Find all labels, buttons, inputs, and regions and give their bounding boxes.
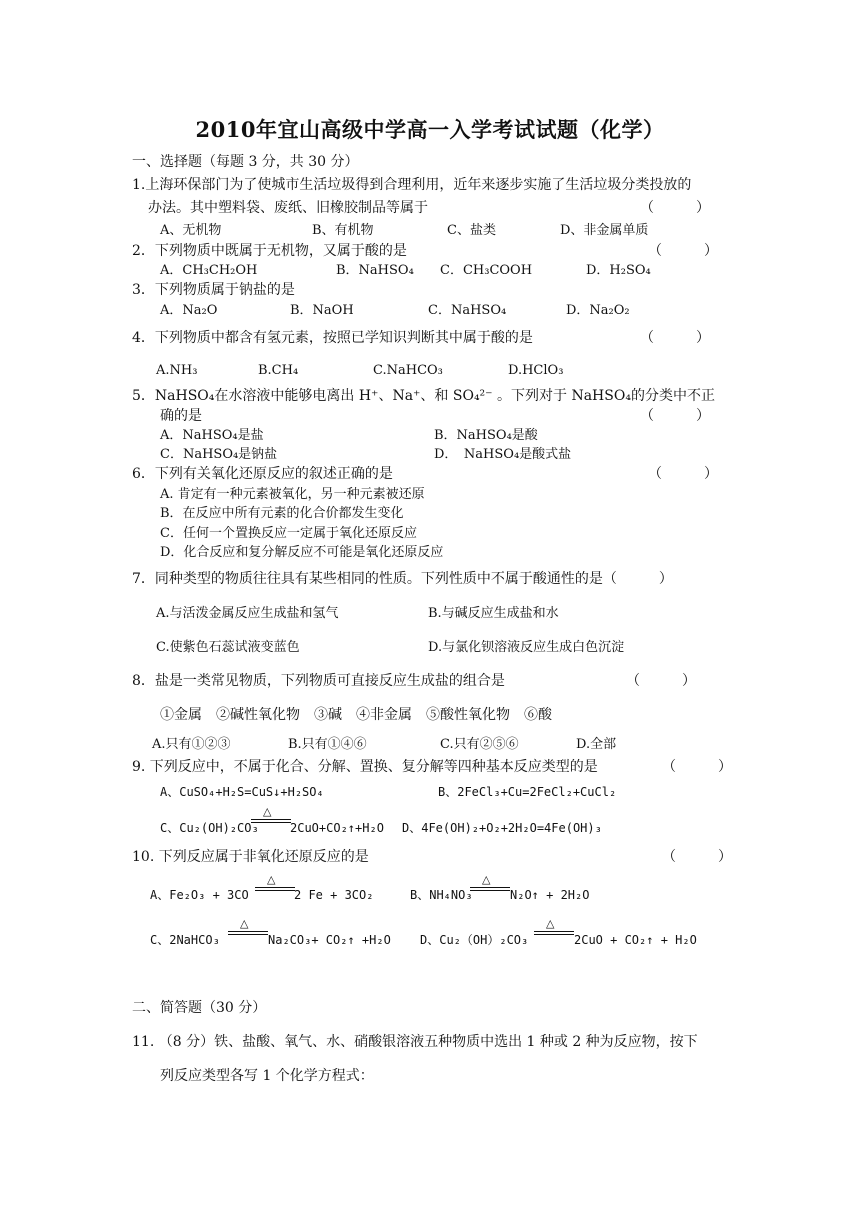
- q7-option-d: D.与氯化钡溶液反应生成白色沉淀: [428, 640, 625, 655]
- q9-option-c-reactant: C、Cu₂(OH)₂CO₃: [160, 821, 259, 835]
- q5-stem-line1: 5．NaHSO₄在水溶液中能够电离出 H⁺、Na⁺、和 SO₄²⁻ 。下列对于 NaHSO₄的分类中不正: [132, 388, 715, 404]
- q2-answer-bracket: （ ）: [648, 243, 718, 259]
- page-title: 2010年宜山高级中学高一入学考试试题（化学）: [195, 117, 665, 142]
- q7-option-a: A.与活泼金属反应生成盐和氢气: [156, 606, 339, 621]
- q6-option-b: B．在反应中所有元素的化合价都发生变化: [160, 506, 404, 521]
- q4-answer-bracket: （ ）: [640, 330, 710, 346]
- q4-option-a: A.NH₃: [156, 363, 198, 378]
- q1-stem-line2: 办法。其中塑料袋、废纸、旧橡胶制品等属于: [148, 200, 428, 216]
- q6-answer-bracket: （ ）: [648, 466, 718, 482]
- section-2-heading: 二、简答题（30 分）: [132, 1000, 267, 1016]
- q5-option-c: C．NaHSO₄是钠盐: [160, 447, 278, 462]
- q7-option-b: B.与碱反应生成盐和水: [428, 606, 559, 621]
- q3-option-a: A．Na₂O: [160, 303, 218, 318]
- q2-option-c: C．CH₃COOH: [440, 263, 533, 278]
- q10-option-a-heat-condition: [255, 873, 295, 890]
- q3-stem: 3．下列物质属于钠盐的是: [132, 282, 295, 298]
- q1-option-a: A、无机物: [160, 223, 222, 238]
- q8-reactant-list: ①金属 ②碱性氧化物 ③碱 ④非金属 ⑤酸性氧化物 ⑥酸: [160, 707, 552, 723]
- q9-option-b: B、2FeCl₃+Cu=2FeCl₂+CuCl₂: [438, 785, 617, 799]
- q10-option-c-product: Na₂CO₃+ CO₂↑ +H₂O: [268, 933, 391, 947]
- q1-option-c: C、盐类: [447, 223, 496, 238]
- q2-stem: 2．下列物质中既属于无机物，又属于酸的是: [132, 243, 407, 259]
- q9-stem: 9. 下列反应中，不属于化合、分解、置换、复分解等四种基本反应类型的是: [132, 759, 598, 775]
- q9-option-c-heat-condition: [251, 805, 291, 822]
- q8-option-c: C.只有②⑤⑥: [440, 737, 519, 752]
- q1-option-d: D、非金属单质: [560, 223, 649, 238]
- heat-triangle-icon: △: [482, 873, 491, 886]
- q5-answer-bracket: （ ）: [640, 408, 710, 424]
- q10-option-c-reactant: C、2NaHCO₃: [150, 933, 220, 947]
- q10-option-d-reactant: D、Cu₂（OH）₂CO₃: [420, 933, 529, 947]
- q4-option-b: B.CH₄: [258, 363, 299, 378]
- q1-option-b: B、有机物: [312, 223, 374, 238]
- q10-option-d-product: 2CuO + CO₂↑ + H₂O: [574, 933, 697, 947]
- q8-answer-bracket: （ ）: [626, 673, 696, 689]
- q9-option-c-product: 2CuO+CO₂↑+H₂O: [290, 821, 384, 835]
- q6-option-c: C．任何一个置换反应一定属于氧化还原反应: [160, 526, 417, 541]
- q9-answer-bracket: （ ）: [662, 759, 732, 775]
- q6-option-a: A. 肯定有一种元素被氧化，另一种元素被还原: [160, 487, 425, 502]
- q3-option-b: B．NaOH: [290, 303, 354, 318]
- q4-option-c: C.NaHCO₃: [373, 363, 443, 378]
- q11-stem-line1: 11. （8 分）铁、盐酸、氧气、水、硝酸银溶液五种物质中选出 1 种或 2 种为反应物，按下: [132, 1034, 698, 1050]
- q8-option-b: B.只有①④⑥: [288, 737, 367, 752]
- heat-triangle-icon: △: [267, 873, 276, 886]
- section-1-heading: 一、选择题（每题 3 分，共 30 分）: [132, 154, 359, 170]
- q9-option-a: A、CuSO₄+H₂S=CuS↓+H₂SO₄: [160, 785, 324, 799]
- q1-answer-bracket: （ ）: [640, 200, 710, 216]
- q6-option-d: D．化合反应和复分解反应不可能是氧化还原反应: [160, 545, 444, 560]
- heat-triangle-icon: △: [263, 805, 272, 818]
- q4-stem: 4．下列物质中都含有氢元素，按照已学知识判断其中属于酸的是: [132, 330, 533, 346]
- heat-triangle-icon: △: [546, 917, 555, 930]
- q9-option-d: D、4Fe(OH)₂+O₂+2H₂O=4Fe(OH)₃: [402, 821, 602, 835]
- q10-answer-bracket: （ ）: [662, 849, 732, 865]
- heat-triangle-icon: △: [240, 917, 249, 930]
- q4-option-d: D.HClO₃: [508, 363, 564, 378]
- q3-option-d: D．Na₂O₂: [566, 303, 630, 318]
- q10-option-a-reactant: A、Fe₂O₃ + 3CO: [150, 888, 249, 902]
- q5-option-a: A．NaHSO₄是盐: [160, 428, 264, 443]
- q8-option-a: A.只有①②③: [152, 737, 231, 752]
- q10-option-a-product: 2 Fe + 3CO₂: [294, 888, 374, 902]
- q10-option-d-heat-condition: [534, 917, 574, 934]
- q5-option-b: B．NaHSO₄是酸: [434, 428, 538, 443]
- q5-stem-line2: 确的是: [160, 408, 202, 424]
- q10-option-c-heat-condition: [228, 917, 268, 934]
- q10-option-b-heat-condition: [470, 873, 510, 890]
- q2-option-a: A．CH₃CH₂OH: [160, 263, 258, 278]
- q2-option-d: D．H₂SO₄: [586, 263, 651, 278]
- q2-option-b: B．NaHSO₄: [336, 263, 414, 278]
- q7-stem: 7．同种类型的物质往往具有某些相同的性质。下列性质中不属于酸通性的是（ ）: [132, 571, 673, 587]
- q10-stem: 10. 下列反应属于非氧化还原反应的是: [132, 849, 369, 865]
- q1-stem-line1: 1.上海环保部门为了使城市生活垃圾得到合理利用，近年来逐步实施了生活垃圾分类投放的: [132, 177, 692, 193]
- q10-option-b-product: N₂O↑ + 2H₂O: [510, 888, 590, 902]
- q8-option-d: D.全部: [576, 737, 617, 752]
- q7-option-c: C.使紫色石蕊试液变蓝色: [156, 640, 300, 655]
- q11-stem-line2: 列反应类型各写 1 个化学方程式：: [160, 1068, 374, 1084]
- q6-stem: 6．下列有关氧化还原反应的叙述正确的是: [132, 466, 393, 482]
- q10-option-b-reactant: B、NH₄NO₃: [410, 888, 473, 902]
- q8-stem: 8．盐是一类常见物质，下列物质可直接反应生成盐的组合是: [132, 673, 505, 689]
- q5-option-d: D． NaHSO₄是酸式盐: [434, 447, 572, 462]
- q3-option-c: C．NaHSO₄: [428, 303, 507, 318]
